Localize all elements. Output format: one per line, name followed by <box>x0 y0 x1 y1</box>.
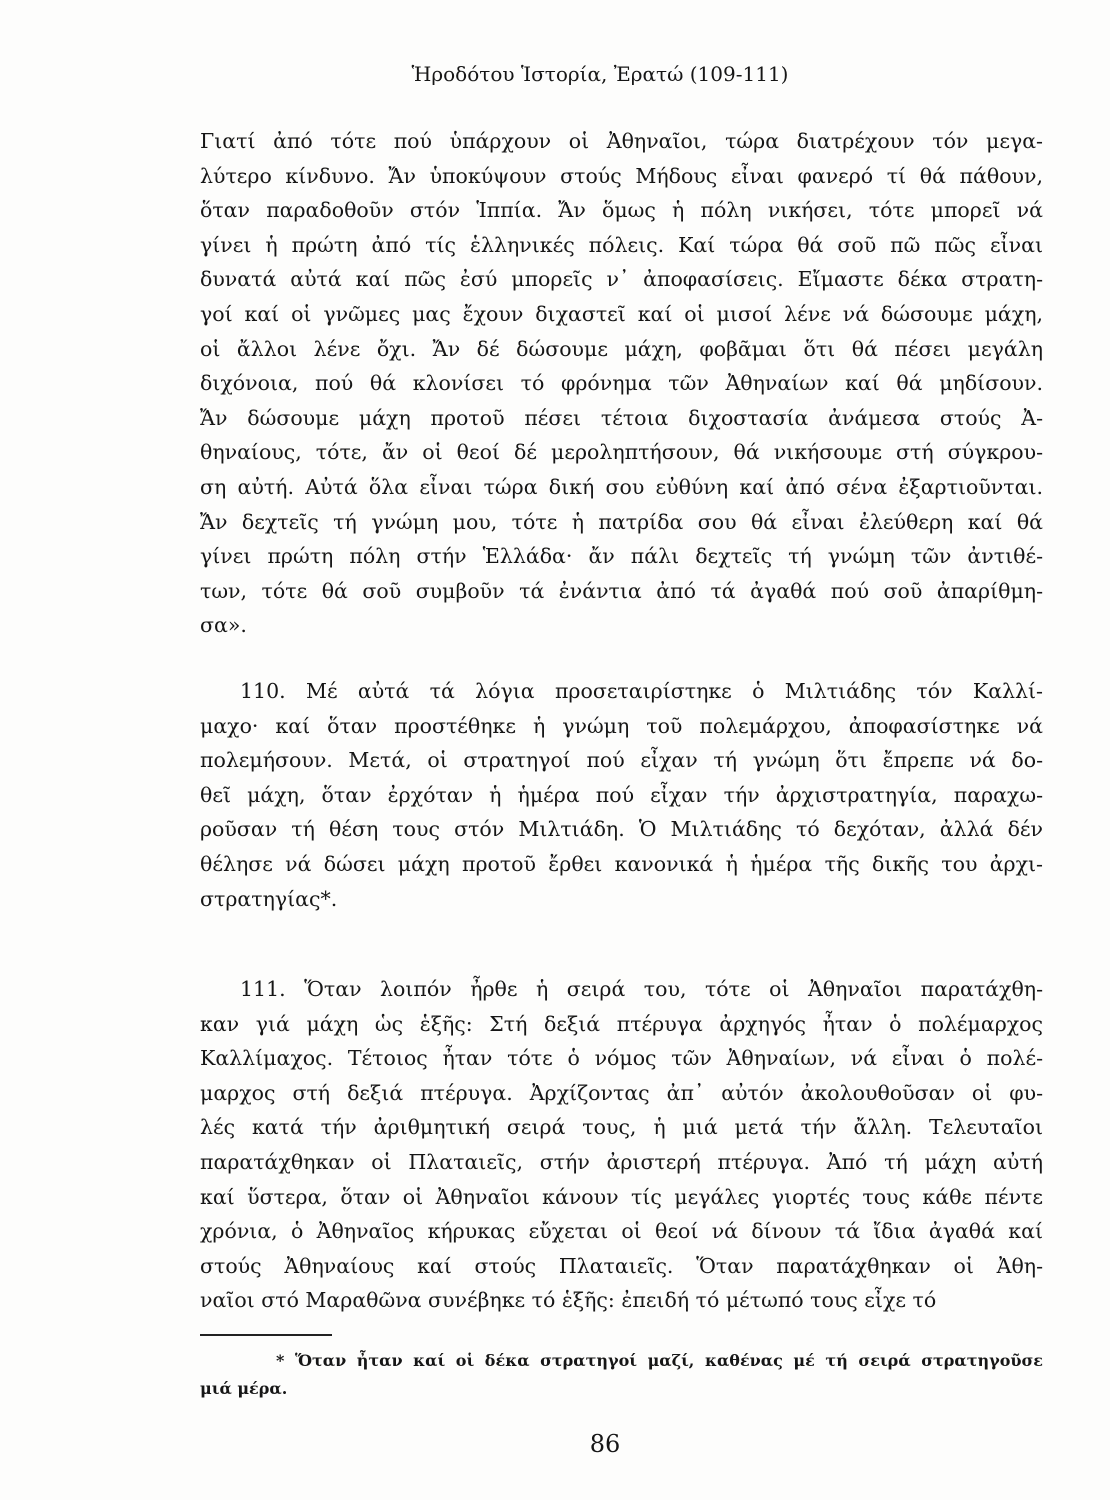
text-line: στρατηγίας*. <box>200 886 338 911</box>
text-line: θεῖ μάχη, ὅταν ἐρχόταν ἡ ἡμέρα πού εἶχαν τήν ἀρχιστρατηγία, παραχω- <box>200 782 1043 807</box>
text-line: μαχο· καί ὅταν προστέθηκε ἡ γνώμη τοῦ πολεμάρχου, ἀποφασίστηκε νά <box>200 713 1043 738</box>
footnote-line: μιά μέρα. <box>200 1379 288 1398</box>
text-line: θέλησε νά δώσει μάχη προτοῦ ἔρθει κανονικά ἡ ἡμέρα τῆς δικῆς του ἀρχι- <box>200 851 1043 876</box>
text-line: σα». <box>200 613 247 638</box>
text-line: Ἄν δεχτεῖς τή γνώμη μου, τότε ἡ πατρίδα σου θά εἶναι ἐλεύθερη καί θά <box>200 509 1043 534</box>
footnote <box>200 1347 1043 1403</box>
text-line: χρόνια, ὁ Ἀθηναῖος κήρυκας εὔχεται οἱ θεοί νά δίνουν τά ἴδια ἀγαθά καί <box>200 1219 1043 1244</box>
text-line: των, τότε θά σοῦ συμβοῦν τά ἐνάντια ἀπό τά ἀγαθά πού σοῦ ἀπαρίθμη- <box>200 578 1043 603</box>
footnote-divider <box>200 1334 332 1336</box>
text-line: παρατάχθηκαν οἱ Πλαταιεῖς, στήν ἀριστερή πτέρυγα. Ἀπό τή μάχη αὐτή <box>200 1149 1043 1174</box>
text-line: λές κατά τήν ἀριθμητική σειρά τους, ἡ μιά μετά τήν ἄλλη. Τελευταῖοι <box>200 1115 1043 1140</box>
text-line: καν γιά μάχη ὡς ἑξῆς: Στή δεξιά πτέρυγα ἀρχηγός ἦταν ὁ πολέμαρχος <box>200 1011 1043 1036</box>
text-line: 111. Ὅταν λοιπόν ἦρθε ἡ σειρά του, τότε οἱ Ἀθηναῖοι παρατάχθη- <box>240 977 1043 1001</box>
text-line: διχόνοια, πού θά κλονίσει τό φρόνημα τῶν Ἀθηναίων καί θά μηδίσουν. <box>200 371 1043 396</box>
text-line: ση αὐτή. Αὐτά ὅλα εἶναι τώρα δική σου εὐθύνη καί ἀπό σένα ἐξαρτιοῦνται. <box>200 474 1043 499</box>
text-line: γίνει πρώτη πόλη στήν Ἑλλάδα· ἄν πάλι δεχτεῖς τή γνώμη τῶν ἀντιθέ- <box>200 544 1043 569</box>
text-line: δυνατά αὐτά καί πῶς ἐσύ μπορεῖς ν᾽ ἀποφασίσεις. Εἴμαστε δέκα στρατη- <box>200 267 1043 292</box>
running-header: Ἡροδότου Ἱστορία, Ἐρατώ (109-111) <box>411 62 789 86</box>
text-line: στούς Ἀθηναίους καί στούς Πλαταιεῖς. Ὅταν παρατάχθηκαν οἱ Ἀθη- <box>200 1253 1043 1278</box>
text-line: πολεμήσουν. Μετά, οἱ στρατηγοί πού εἶχαν τή γνώμη ὅτι ἔπρεπε νά δο- <box>200 748 1043 773</box>
text-line: θηναίους, τότε, ἄν οἱ θεοί δέ μεροληπτήσουν, θά νικήσουμε στή σύγκρου- <box>200 440 1043 465</box>
text-line: ναῖοι στό Μαραθῶνα συνέβηκε τό ἑξῆς: ἐπειδή τό μέτωπό τους εἶχε τό <box>200 1288 937 1313</box>
footnote-line: * Ὅταν ἦταν καί οἱ δέκα στρατηγοί μαζί, καθένας μέ τή σειρά στρατηγοῦσε <box>276 1351 1043 1370</box>
text-line: οἱ ἄλλοι λένε ὄχι. Ἄν δέ δώσουμε μάχη, φοβᾶμαι ὅτι θά πέσει μεγάλη <box>200 336 1043 361</box>
text-line: Γιατί ἀπό τότε πού ὑπάρχουν οἱ Ἀθηναῖοι, τώρα διατρέχουν τόν μεγα- <box>200 129 1043 153</box>
text-line: λύτερο κίνδυνο. Ἄν ὑποκύψουν στούς Μήδους εἶναι φανερό τί θά πάθουν, <box>200 163 1043 188</box>
text-line: Ἄν δώσουμε μάχη προτοῦ πέσει τέτοια διχοστασία ἀνάμεσα στούς Ἀ- <box>200 405 1043 430</box>
text-line: γοί καί οἱ γνῶμες μας ἔχουν διχαστεῖ καί οἱ μισοί λένε νά δώσουμε μάχη, <box>200 301 1043 326</box>
text-line: καί ὕστερα, ὅταν οἱ Ἀθηναῖοι κάνουν τίς μεγάλες γιορτές τους κάθε πέντε <box>200 1184 1043 1209</box>
text-line: γίνει ἡ πρώτη ἀπό τίς ἑλληνικές πόλεις. Καί τώρα θά σοῦ πῶ πῶς εἶναι <box>200 232 1043 257</box>
paragraph-111 <box>200 972 1043 1318</box>
text-line: 110. Μέ αὐτά τά λόγια προσεταιρίστηκε ὁ Μιλτιάδης τόν Καλλί- <box>240 679 1043 703</box>
text-line: ροῦσαν τή θέση τους στόν Μιλτιάδη. Ὁ Μιλτιάδης τό δεχόταν, ἀλλά δέν <box>200 817 1043 842</box>
paragraph-110 <box>200 674 1043 916</box>
paragraph-109-continuation <box>200 124 1043 643</box>
page-number: 86 <box>589 1430 621 1458</box>
text-line: Καλλίμαχος. Τέτοιος ἦταν τότε ὁ νόμος τῶν Ἀθηναίων, νά εἶναι ὁ πολέ- <box>200 1046 1043 1071</box>
text-line: μαρχος στή δεξιά πτέρυγα. Ἀρχίζοντας ἀπ᾽ αὐτόν ἀκολουθοῦσαν οἱ φυ- <box>200 1080 1043 1105</box>
text-line: ὅταν παραδοθοῦν στόν Ἱππία. Ἄν ὅμως ἡ πόλη νικήσει, τότε μπορεῖ νά <box>200 198 1043 223</box>
